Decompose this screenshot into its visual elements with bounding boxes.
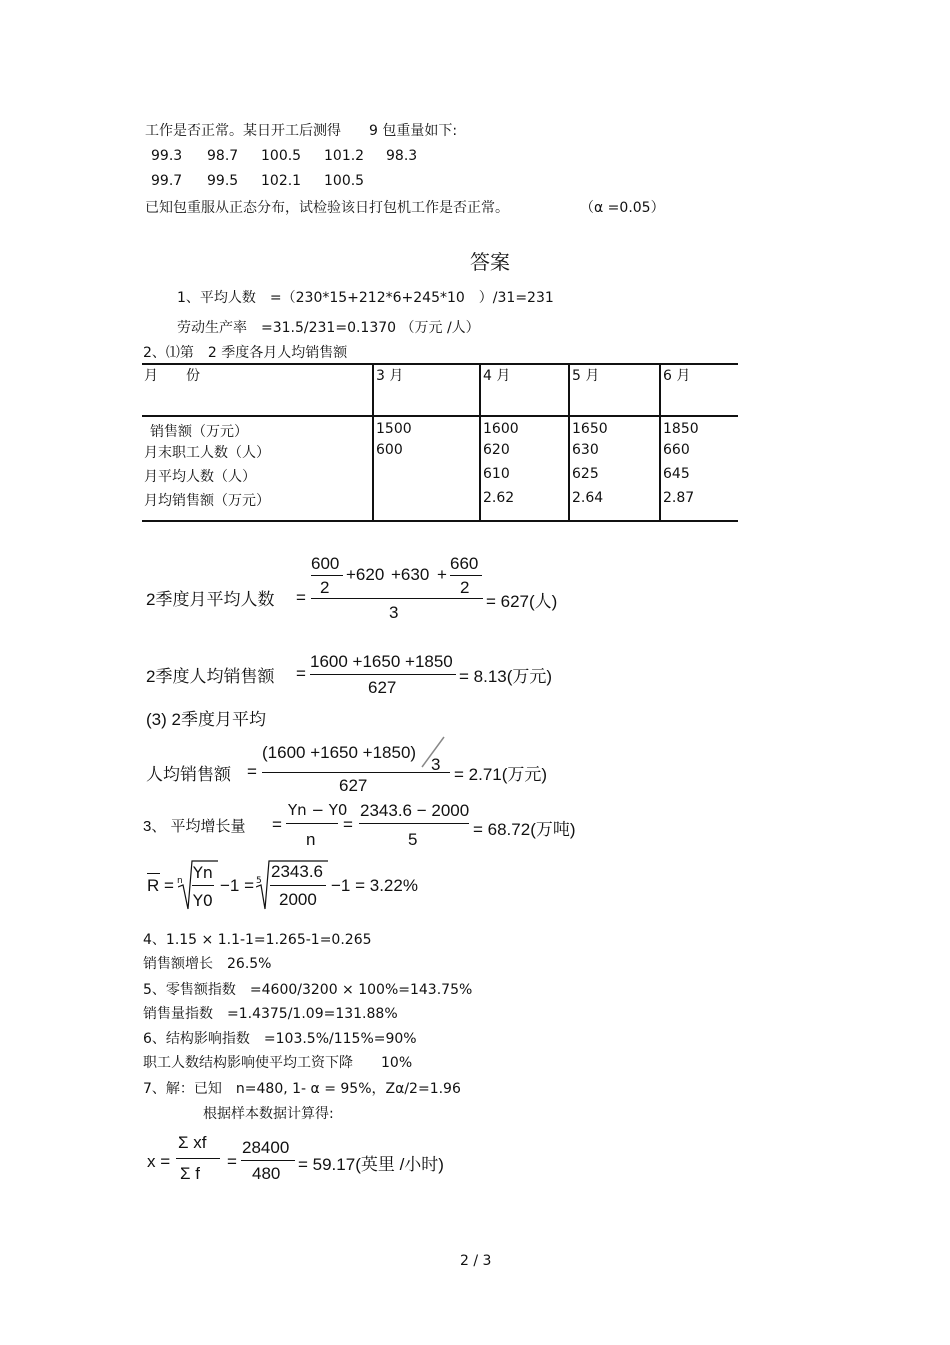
table-cell: 1650 <box>569 416 660 442</box>
f2-num: 1600 +1650 +1850 <box>310 652 453 671</box>
q7-bar2 <box>241 1160 295 1161</box>
f2-label: 2季度人均销售额 <box>146 667 275 686</box>
data-value: 98.3 <box>386 148 418 164</box>
f3-divisor: 3 <box>431 755 441 774</box>
f1-den: 3 <box>389 603 399 622</box>
data-value: 99.5 <box>207 173 239 189</box>
q7-eq: = <box>227 1152 237 1171</box>
table-cell: 630 <box>569 442 660 466</box>
q5-line-2: 销售量指数 =1.4375/1.09=131.88% <box>143 1006 398 1022</box>
f1-n2: 660 <box>450 554 479 573</box>
q7-line-2: 根据样本数据计算得: <box>203 1106 334 1122</box>
q3-num1: Yn − Y0 <box>288 801 348 819</box>
sales-table <box>142 363 738 522</box>
table-header-cell: 6 月 <box>663 368 691 384</box>
q4-line-2: 销售额增长 26.5% <box>143 956 272 972</box>
q7-bar1 <box>176 1158 220 1159</box>
q4-line-1: 4、1.15 × 1.1-1=1.265-1=0.265 <box>143 932 372 948</box>
q1-line-1: 1、平均人数 =（230*15+212*6+245*10 ）/31=231 <box>177 290 554 306</box>
f3-label-1: (3) 2季度月平均 <box>146 710 266 729</box>
f2-eq: = <box>296 664 306 683</box>
root-index-n: n <box>177 876 183 886</box>
data-value: 100.5 <box>324 173 365 189</box>
data-value: 99.7 <box>151 173 183 189</box>
data-value: 100.5 <box>261 148 302 164</box>
table-cell: 月末职工人数（人） <box>142 442 373 466</box>
q7-den: 480 <box>252 1164 281 1183</box>
data-value: 98.7 <box>207 148 239 164</box>
q6-line-1: 6、结构影响指数 =103.5%/115%=90% <box>143 1031 417 1047</box>
table-cell: 620 <box>480 442 569 466</box>
f1-label: 2季度月平均人数 <box>146 590 275 609</box>
table-cell: 660 <box>663 442 690 458</box>
r-v2: 2000 <box>279 890 317 909</box>
f1-d1: 2 <box>320 578 330 597</box>
data-value: 101.2 <box>324 148 365 164</box>
f1-p3: + <box>437 565 447 584</box>
r-bar1 <box>192 885 214 886</box>
q3-num2: 2343.6 − 2000 <box>360 801 470 820</box>
q2-heading: 2、⑴第 2 季度各月人均销售额 <box>143 345 348 361</box>
f1-result: = 627(人) <box>486 592 558 611</box>
table-cell: 1500 <box>373 416 480 442</box>
q3-den2: 5 <box>408 830 418 849</box>
table-header-cell: 月 份 <box>142 364 373 416</box>
f1-n1: 600 <box>311 554 340 573</box>
f2-bar <box>310 674 456 675</box>
table-row <box>142 466 738 490</box>
table-row <box>142 490 738 521</box>
table-row <box>142 442 738 466</box>
f2-result: = 8.13(万元) <box>459 667 553 686</box>
r-v1: 2343.6 <box>271 862 323 881</box>
table-cell: 625 <box>569 466 660 490</box>
f3-result: = 2.71(万元) <box>454 765 548 784</box>
table-header-cell: 4 月 <box>480 364 569 416</box>
alpha-note: （α =0.05） <box>580 200 665 216</box>
problem-line-2: 已知包重服从正态分布，试检验该日打包机工作是否正常。 <box>145 200 509 216</box>
table-cell: 600 <box>373 442 480 466</box>
table-cell: 月平均人数（人） <box>142 466 373 490</box>
q3-den1: n <box>306 830 316 849</box>
q3-label: 3、 平均增长量 <box>143 818 246 835</box>
f3-den: 627 <box>339 776 368 795</box>
data-row-1 <box>151 148 417 164</box>
r-m1: −1 = <box>220 876 255 895</box>
q1-line-2: 劳动生产率 =31.5/231=0.1370 （万元 /人） <box>177 320 480 336</box>
table-row <box>142 416 738 442</box>
table-cell: 1850 <box>663 421 699 437</box>
f1-eq: = <box>296 588 306 607</box>
q7-result: = 59.17(英里 /小时) <box>298 1155 444 1174</box>
table-cell <box>373 466 480 490</box>
q7-x: x = <box>147 1152 171 1171</box>
answer-title: 答案 <box>470 250 510 274</box>
table-header-cell: 5 月 <box>569 364 660 416</box>
f3-eq: = <box>247 762 257 781</box>
table-cell <box>373 490 480 521</box>
table-cell: 1600 <box>480 416 569 442</box>
f1-n1-bar <box>311 575 343 576</box>
problem-line-1: 工作是否正常。某日开工后测得 9 包重量如下: <box>145 123 458 139</box>
f1-p2: +630 <box>391 565 430 584</box>
f3-bar <box>262 772 450 773</box>
root-index-5: 5 <box>256 876 262 886</box>
table-cell: 2.87 <box>663 490 695 506</box>
f1-main-bar <box>311 598 483 599</box>
table-cell: 2.62 <box>480 490 569 521</box>
r-overbar <box>147 873 160 874</box>
f1-d2: 2 <box>460 578 470 597</box>
q3-eq: = <box>272 815 282 834</box>
data-value: 102.1 <box>261 173 302 189</box>
table-header-cell: 3 月 <box>373 364 480 416</box>
data-value: 99.3 <box>151 148 183 164</box>
q3-result: = 68.72(万吨) <box>473 820 576 839</box>
table-cell: 645 <box>663 466 690 482</box>
q7-line-1: 7、解：已知 n=480, 1- α = 95%，Zα/2=1.96 <box>143 1081 461 1097</box>
r-bar2 <box>270 885 326 886</box>
data-row-2 <box>151 173 364 189</box>
f3-label-2: 人均销售额 <box>146 765 231 784</box>
r-eq: = <box>164 876 174 895</box>
table-cell: 销售额（万元） <box>142 416 373 442</box>
table-cell: 610 <box>480 466 569 490</box>
f1-n2-bar <box>450 575 482 576</box>
q7-sum-f: Σ f <box>180 1164 200 1183</box>
q7-sum-xf: Σ xf <box>178 1133 207 1152</box>
table-cell: 月均销售额（万元） <box>142 490 373 521</box>
q3-bar1 <box>286 823 338 824</box>
f2-den: 627 <box>368 678 397 697</box>
q5-line-1: 5、零售额指数 =4600/3200 × 100%=143.75% <box>143 982 473 998</box>
q7-num: 28400 <box>242 1138 290 1157</box>
r-y0: Y0 <box>193 891 213 910</box>
f1-p1: +620 <box>346 565 385 584</box>
table-cell: 2.64 <box>569 490 660 521</box>
q3-eq2: = <box>343 815 353 834</box>
q6-line-2: 职工人数结构影响使平均工资下降 10% <box>143 1055 413 1071</box>
table-header-row <box>142 364 738 416</box>
f3-num: (1600 +1650 +1850) <box>262 743 417 762</box>
page-number: 2 / 3 <box>460 1253 492 1269</box>
r-yn: Yn <box>193 863 213 882</box>
q3-bar2 <box>359 823 469 824</box>
r-bar-symbol: R <box>147 876 160 895</box>
r-result: −1 = 3.22% <box>331 876 418 895</box>
